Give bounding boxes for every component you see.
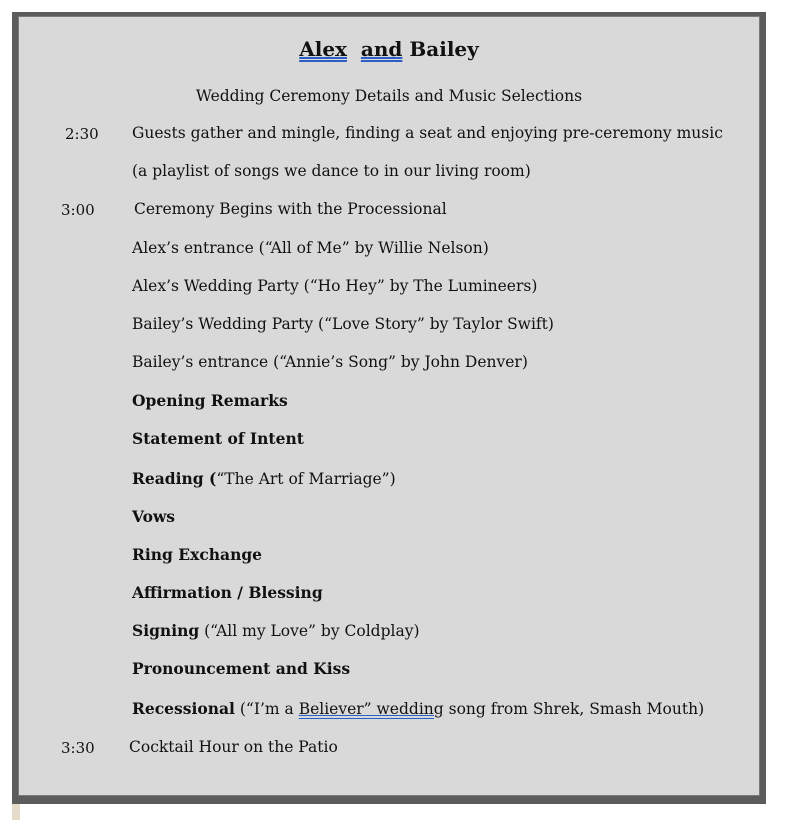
- recessional-post: song from Shrek, Smash Mouth): [443, 700, 705, 718]
- title-and: and: [360, 37, 403, 61]
- signing-label: Signing: [132, 621, 200, 640]
- reading-label: Reading (: [132, 469, 217, 488]
- ceremony-statement-of-intent: Statement of Intent: [132, 429, 304, 448]
- ceremony-signing: [132, 621, 420, 640]
- time-2-30: 2:30: [65, 125, 99, 143]
- page-corner-mark: [12, 804, 20, 820]
- processional-item: Bailey’s entrance (“Annie’s Song” by John Denver): [132, 353, 528, 371]
- document-frame: [12, 12, 766, 804]
- time-3-30: 3:30: [61, 739, 95, 757]
- ceremony-recessional: [132, 699, 704, 718]
- signing-detail: (“All my Love” by Coldplay): [199, 622, 420, 640]
- document-page: [18, 16, 760, 796]
- time-3-00: 3:00: [61, 201, 95, 219]
- recessional-label: Recessional: [132, 699, 235, 718]
- page-subtitle: Wedding Ceremony Details and Music Selections: [195, 87, 583, 105]
- schedule-item-3-30: Cocktail Hour on the Patio: [129, 738, 338, 756]
- schedule-item-2-30: Guests gather and mingle, finding a seat and enjoying pre-ceremony music: [132, 124, 723, 142]
- processional-item: Alex’s Wedding Party (“Ho Hey” by The Lumineers): [132, 277, 538, 295]
- title-name-2: Bailey: [409, 37, 479, 61]
- schedule-item-2-30-continuation: (a playlist of songs we dance to in our living room): [132, 162, 531, 180]
- processional-item: Alex’s entrance (“All of Me” by Willie Nelson): [132, 239, 489, 257]
- recessional-underlined-text: Believer” wedding: [298, 700, 444, 718]
- ceremony-affirmation: Affirmation / Blessing: [132, 583, 323, 602]
- ceremony-ring-exchange: Ring Exchange: [132, 545, 263, 564]
- ceremony-pronouncement: Pronouncement and Kiss: [132, 659, 351, 678]
- title-name-1: Alex: [299, 37, 347, 61]
- processional-item: Bailey’s Wedding Party (“Love Story” by Taylor Swift): [132, 315, 554, 333]
- ceremony-reading: [132, 469, 396, 488]
- ceremony-vows: Vows: [132, 507, 176, 526]
- schedule-item-3-00: Ceremony Begins with the Processional: [134, 200, 447, 218]
- ceremony-opening-remarks: Opening Remarks: [132, 391, 288, 410]
- reading-detail: “The Art of Marriage”): [216, 470, 396, 488]
- recessional-pre: (“I’m a: [234, 700, 299, 718]
- page-title: [19, 37, 759, 61]
